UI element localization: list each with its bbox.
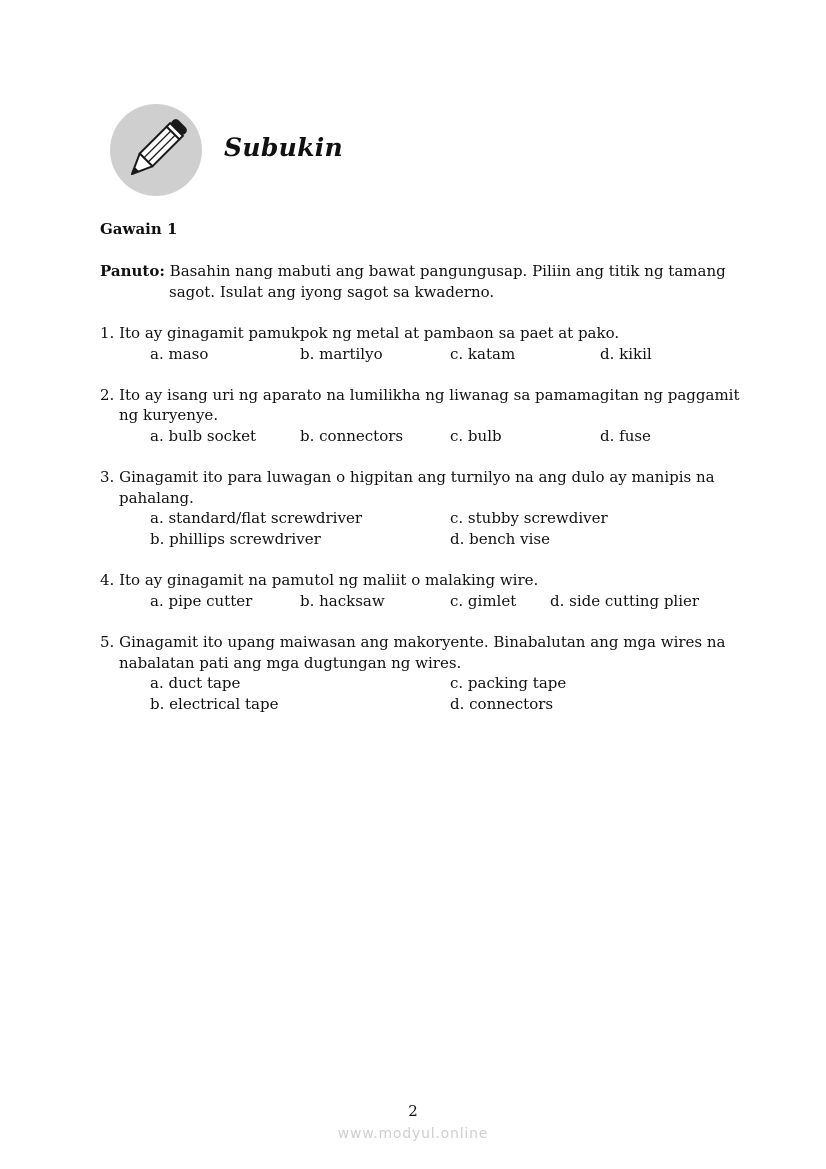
question-3 xyxy=(100,467,740,549)
choice-c: c. packing tape xyxy=(450,674,567,693)
question-5 xyxy=(100,632,740,714)
question-text: Ito ay ginagamit pamukpok ng metal at pambaon sa paet at pako. xyxy=(119,324,620,342)
question-text-continued: nabalatan pati ang mga dugtungan ng wires. xyxy=(119,653,462,672)
choice-list xyxy=(100,508,740,549)
choice-d: d. connectors xyxy=(450,694,554,713)
instructions-text-line2: sagot. Isulat ang iyong sagot sa kwaderno. xyxy=(169,283,495,301)
choice-b: b. martilyo xyxy=(300,344,383,363)
choice-c: c. gimlet xyxy=(450,591,517,610)
question-4 xyxy=(100,570,740,611)
watermark-text: www.modyul.online xyxy=(337,1126,489,1142)
choice-list xyxy=(100,426,740,447)
instructions-label: Panuto: xyxy=(100,262,165,280)
question-stem xyxy=(100,385,740,426)
choice-a: a. bulb socket xyxy=(150,426,257,445)
question-text-continued: ng kuryenye. xyxy=(119,406,219,425)
question-number: 4. xyxy=(100,571,115,590)
choice-list xyxy=(100,344,740,365)
choice-a: a. standard/flat screwdriver xyxy=(150,509,362,528)
choice-a: a. maso xyxy=(150,344,209,363)
question-text: Ginagamit ito para luwagan o higpitan ang turnilyo na ang dulo ay manipis na xyxy=(119,468,715,487)
question-text-continued: pahalang. xyxy=(119,488,194,507)
question-number: 3. xyxy=(100,468,115,487)
instructions xyxy=(100,261,740,303)
choice-d: d. bench vise xyxy=(450,529,550,548)
question-stem xyxy=(100,632,740,673)
choice-a: a. duct tape xyxy=(150,674,241,693)
choice-c: c. bulb xyxy=(450,426,502,445)
choice-d: d. kikil xyxy=(600,344,652,363)
question-text: Ito ay isang uri ng aparato na lumilikha ng liwanag sa pamamagitan ng paggamit xyxy=(119,385,740,404)
question-1 xyxy=(100,323,740,364)
question-2 xyxy=(100,385,740,447)
choice-b: b. electrical tape xyxy=(150,694,279,713)
question-text: Ginagamit ito upang maiwasan ang makoryente. Binabalutan ang mga wires na xyxy=(119,632,726,651)
instructions-text-line1: Basahin nang mabuti ang bawat pangungusap. Piliin ang titik ng tamang xyxy=(169,262,726,280)
choice-d: d. fuse xyxy=(600,426,651,445)
choice-b: b. phillips screwdriver xyxy=(150,529,321,548)
section-icon-badge xyxy=(110,104,202,196)
question-number: 2. xyxy=(100,385,115,404)
choice-list xyxy=(100,673,740,714)
choice-d: d. side cutting plier xyxy=(550,591,700,610)
question-stem xyxy=(100,323,740,344)
choice-c: c. stubby screwdiver xyxy=(450,509,608,528)
choice-b: b. connectors xyxy=(300,426,404,445)
question-stem xyxy=(100,467,740,508)
question-text: Ito ay ginagamit na pamutol ng maliit o malaking wire. xyxy=(119,571,539,590)
choice-list xyxy=(100,591,740,612)
pencil-icon xyxy=(110,104,202,196)
question-list xyxy=(100,323,740,735)
section-title: Subukin xyxy=(224,133,343,162)
question-number: 1. xyxy=(100,324,115,342)
choice-c: c. katam xyxy=(450,344,516,363)
page-number: 2 xyxy=(408,1102,418,1120)
choice-b: b. hacksaw xyxy=(300,591,385,610)
activity-title: Gawain 1 xyxy=(100,220,178,238)
question-number: 5. xyxy=(100,632,115,651)
question-stem xyxy=(100,570,740,591)
choice-a: a. pipe cutter xyxy=(150,591,253,610)
